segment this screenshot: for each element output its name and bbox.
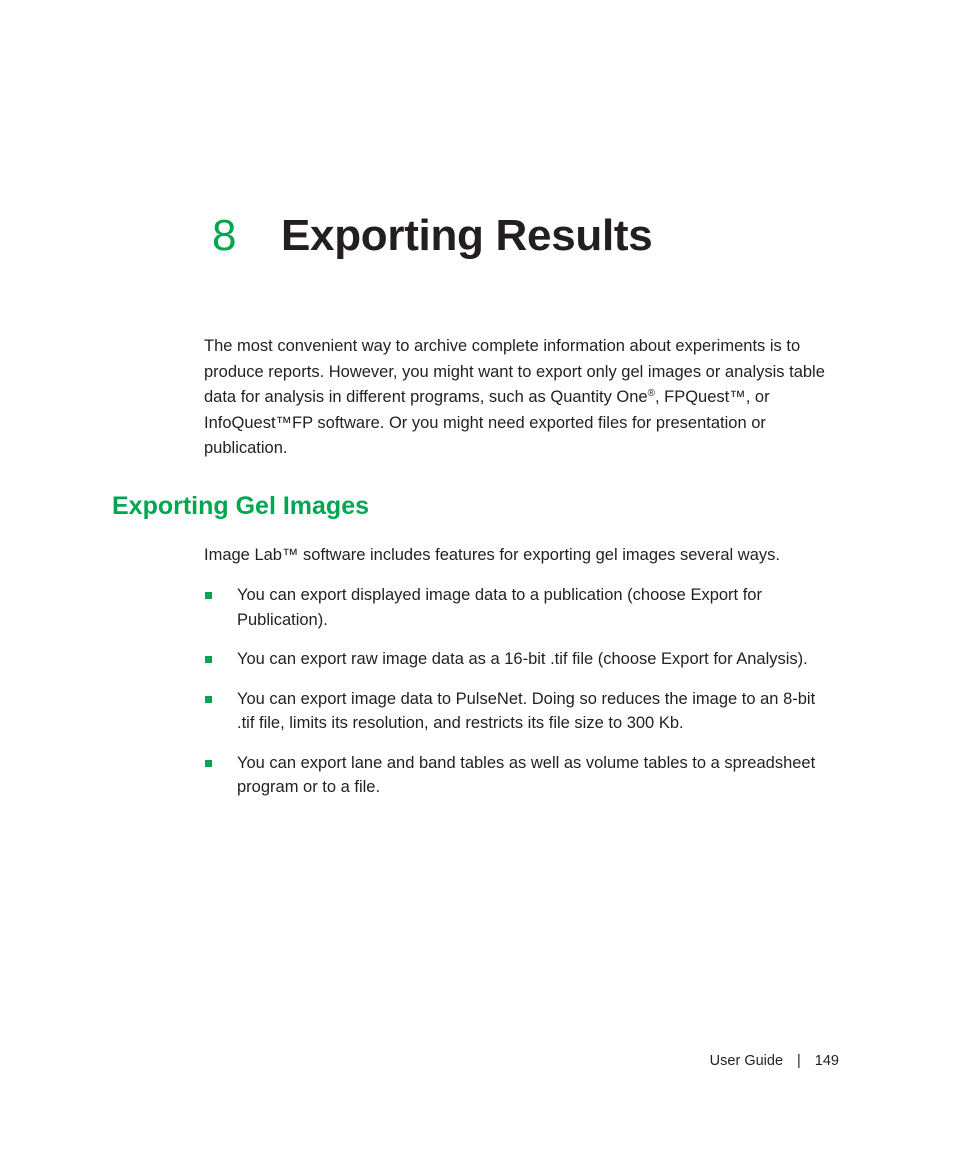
page-number: 149 [814, 1053, 839, 1069]
footer-separator: | [797, 1053, 801, 1069]
chapter-title: Exporting Results [281, 211, 653, 260]
section-heading: Exporting Gel Images [112, 492, 370, 520]
footer-guide-label: User Guide [709, 1053, 784, 1069]
chapter-number: 8 [212, 211, 237, 260]
intro-paragraph [204, 334, 844, 462]
bullet-square-icon [205, 696, 212, 703]
bullet-square-icon [205, 656, 212, 663]
registered-mark: ® [647, 388, 655, 399]
bullet-list [204, 583, 824, 815]
list-item-text: You can export image data to PulseNet. Doing so reduces the image to an 8-bit .tif file, limits its resolution, and restricts its file size to 300 Kb. [237, 689, 816, 732]
list-item-text: You can export raw image data as a 16-bit .tif file (choose Export for Analysis). [237, 650, 808, 668]
intro-text-end: , FPQuest™, or InfoQuest™FP software. Or you might need exported files for presentation or publication. [204, 388, 770, 457]
list-item-text: You can export displayed image data to a publication (choose Export for Publication). [237, 586, 762, 629]
list-item [204, 687, 824, 736]
intro-text-start: The most convenient way to archive complete information about experiments is to produce reports. However, you might want to export only gel images or analysis table data for analysis in different programs, such as Quantity One [204, 337, 825, 406]
page-footer [710, 1051, 839, 1071]
section-intro: Image Lab™ software includes features for exporting gel images several ways. [204, 546, 780, 564]
list-item [204, 647, 824, 672]
bullet-square-icon [205, 592, 212, 599]
list-item [204, 583, 824, 632]
list-item [204, 751, 824, 800]
bullet-square-icon [205, 760, 212, 767]
list-item-text: You can export lane and band tables as well as volume tables to a spreadsheet program or to a file. [237, 753, 816, 796]
